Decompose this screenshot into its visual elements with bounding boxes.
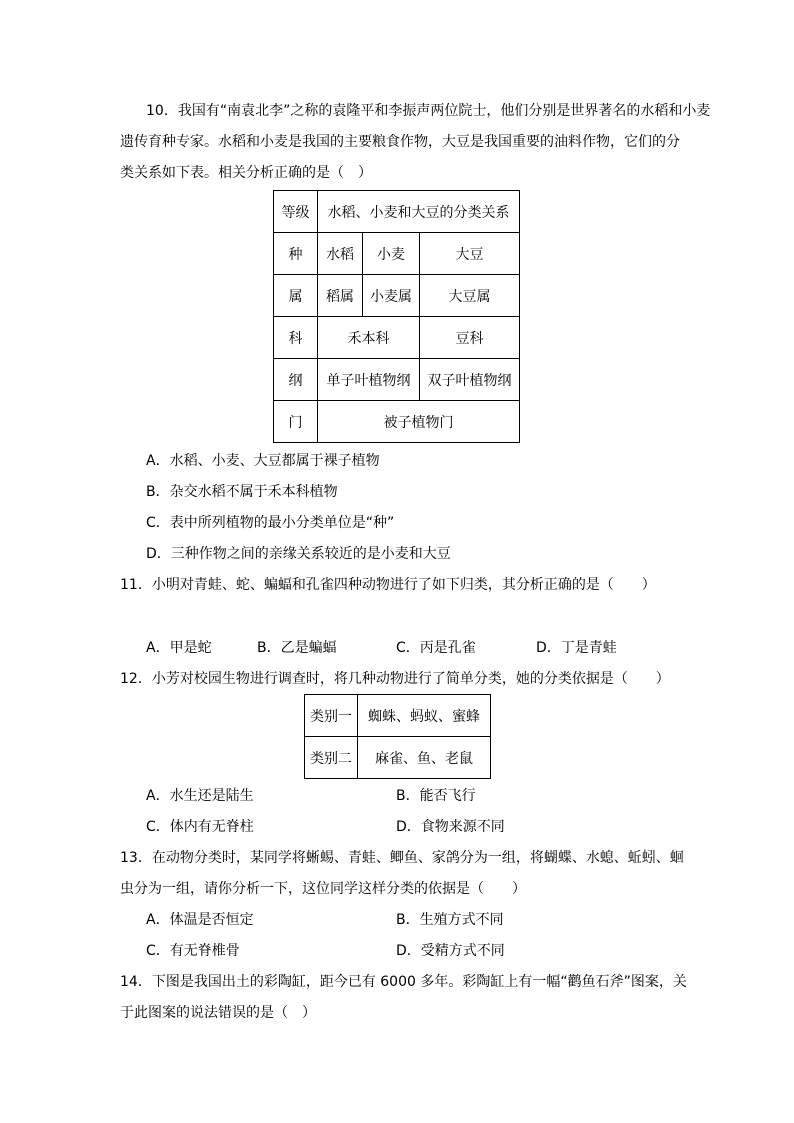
q11-option-c[interactable]: C．丙是孔雀 bbox=[396, 640, 476, 656]
q10-stem-line-3: 类关系如下表。相关分析正确的是（ ） bbox=[120, 165, 372, 181]
table-cell: 属 bbox=[274, 275, 318, 317]
q10-option-a[interactable]: A．水稻、小麦、大豆都属于裸子植物 bbox=[146, 453, 380, 469]
table-cell: 双子叶植物纲 bbox=[420, 359, 520, 401]
q10-classification-table bbox=[273, 190, 520, 443]
q13-option-c[interactable]: C．有无脊椎骨 bbox=[146, 943, 240, 959]
q10-stem-line-1: 10．我国有“南袁北李”之称的袁隆平和李振声两位院士，他们分别是世界著名的水稻和小麦 bbox=[146, 103, 711, 119]
table-cell: 种 bbox=[274, 233, 318, 275]
table-cell: 类别二 bbox=[305, 737, 358, 779]
q11-option-d[interactable]: D．丁是青蛙 bbox=[536, 640, 617, 656]
table-cell: 禾本科 bbox=[318, 317, 420, 359]
q13-stem-line-2: 虫分为一组，请你分析一下，这位同学这样分类的依据是（ ） bbox=[120, 881, 526, 897]
q12-option-b[interactable]: B．能否飞行 bbox=[396, 788, 476, 804]
table-cell: 纲 bbox=[274, 359, 318, 401]
table-cell: 单子叶植物纲 bbox=[318, 359, 420, 401]
q12-option-d[interactable]: D．食物来源不同 bbox=[396, 819, 505, 835]
q10-option-b[interactable]: B．杂交水稻不属于禾本科植物 bbox=[146, 484, 338, 500]
table-cell: 豆科 bbox=[420, 317, 520, 359]
q13-option-a[interactable]: A．体温是否恒定 bbox=[146, 912, 254, 928]
table-cell: 水稻 bbox=[318, 233, 363, 275]
q13-option-d[interactable]: D．受精方式不同 bbox=[396, 943, 505, 959]
q10-option-d[interactable]: D．三种作物之间的亲缘关系较近的是小麦和大豆 bbox=[146, 546, 451, 562]
table-cell: 稻属 bbox=[318, 275, 363, 317]
q13-option-b[interactable]: B．生殖方式不同 bbox=[396, 912, 504, 928]
q12-category-table bbox=[304, 694, 491, 779]
table-cell: 大豆 bbox=[420, 233, 520, 275]
table-cell: 麻雀、鱼、老鼠 bbox=[358, 737, 491, 779]
table-cell: 小麦属 bbox=[363, 275, 420, 317]
table-cell: 门 bbox=[274, 401, 318, 443]
q11-option-b[interactable]: B．乙是蝙蝠 bbox=[257, 640, 337, 656]
table-cell: 小麦 bbox=[363, 233, 420, 275]
table-cell: 等级 bbox=[274, 191, 318, 233]
q11-option-a[interactable]: A．甲是蛇 bbox=[146, 640, 212, 656]
q11-stem: 11．小明对青蛙、蛇、蝙蝠和孔雀四种动物进行了如下归类，其分析正确的是（ ） bbox=[120, 577, 656, 593]
q14-stem-line-2: 于此图案的说法错误的是（ ） bbox=[120, 1005, 316, 1021]
q12-option-c[interactable]: C．体内有无脊柱 bbox=[146, 819, 254, 835]
table-cell: 被子植物门 bbox=[318, 401, 520, 443]
table-cell: 类别一 bbox=[305, 695, 358, 737]
q12-stem: 12．小芳对校园生物进行调查时，将几种动物进行了简单分类，她的分类依据是（ ） bbox=[120, 671, 670, 687]
table-cell: 蜘蛛、蚂蚁、蜜蜂 bbox=[358, 695, 491, 737]
q14-stem-line-1: 14．下图是我国出土的彩陶缸，距今已有 6000 多年。彩陶缸上有一幅“鹳鱼石斧”图案，关 bbox=[120, 974, 687, 990]
table-cell: 大豆属 bbox=[420, 275, 520, 317]
q10-stem-line-2: 遗传育种专家。水稻和小麦是我国的主要粮食作物，大豆是我国重要的油料作物，它们的分 bbox=[120, 134, 680, 150]
q13-stem-line-1: 13．在动物分类时，某同学将蜥蜴、青蛙、鲫鱼、家鸽分为一组，将蝴蝶、水螅、蚯蚓、蛔 bbox=[120, 850, 684, 866]
table-cell: 科 bbox=[274, 317, 318, 359]
q10-option-c[interactable]: C．表中所列植物的最小分类单位是“种” bbox=[146, 515, 395, 531]
q12-option-a[interactable]: A．水生还是陆生 bbox=[146, 788, 254, 804]
table-cell: 水稻、小麦和大豆的分类关系 bbox=[318, 191, 520, 233]
